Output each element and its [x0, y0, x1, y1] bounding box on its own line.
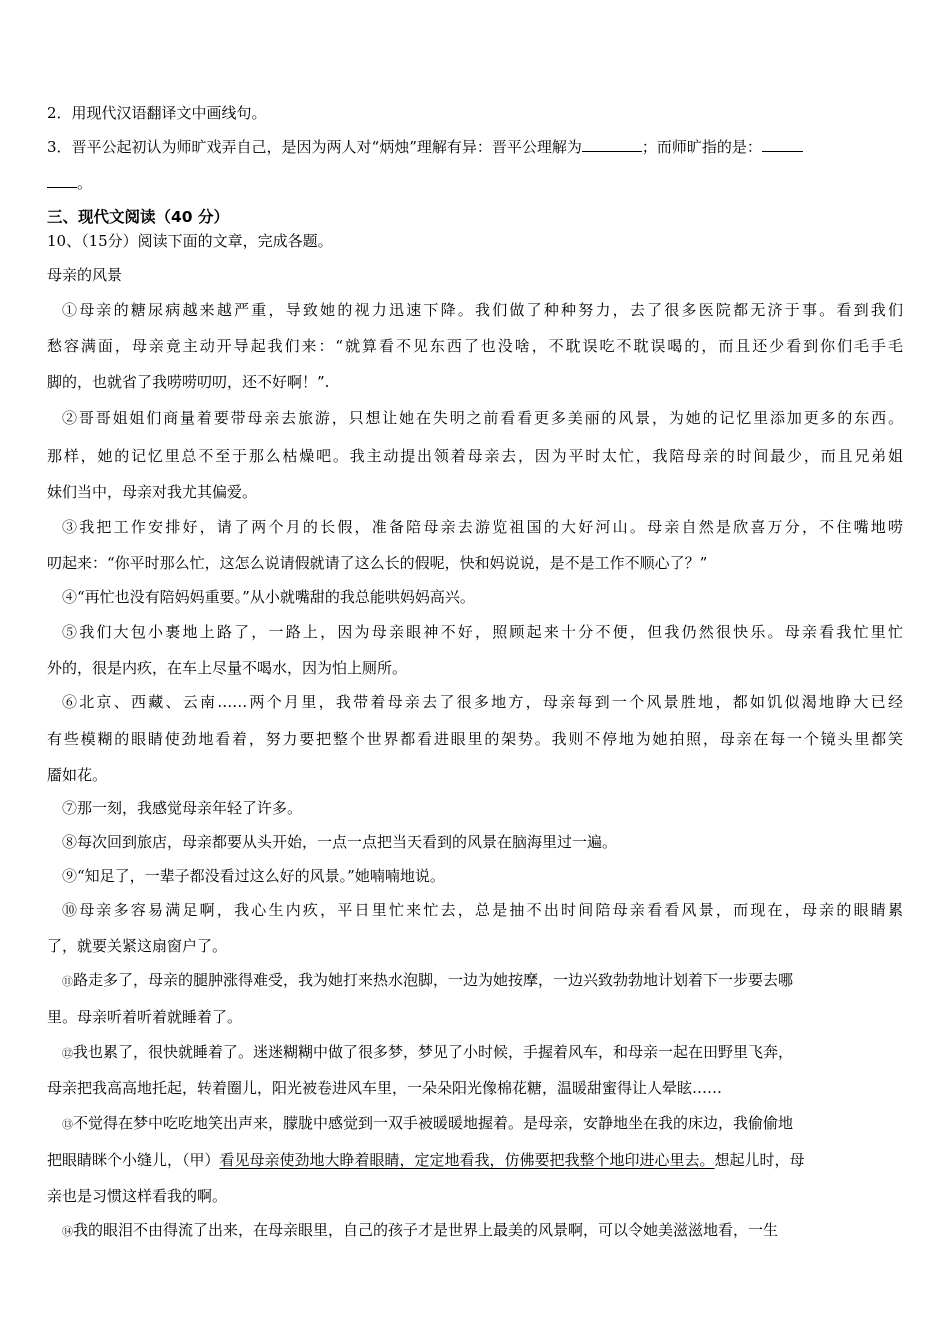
- paragraph-8-line-1: ⑧每次回到旅店，母亲都要从头开始，一点一点把当天看到的风景在脑海里过一遍。: [62, 833, 618, 851]
- paragraph-12-number: ⑫: [62, 1047, 73, 1060]
- paragraph-13-line-2-end: 想起儿时，母: [714, 1151, 805, 1169]
- paragraph-13-line-2-start: 把眼睛眯个小缝儿，（甲）: [47, 1151, 220, 1169]
- answer-blank-2-continued[interactable]: [47, 173, 77, 188]
- paragraph-10-line-1: ⑩母亲多容易满足啊，我心生内疚，平日里忙来忙去，总是抽不出时间陪母亲看看风景，而现在，母亲的眼睛累: [62, 901, 903, 919]
- question-3-end: 。: [77, 174, 93, 192]
- paragraph-2-line-2: 那样，她的记忆里总不至于那么枯燥吧。我主动提出领着母亲去，因为平时太忙，我陪母亲的时间最少，而且兄弟姐: [47, 447, 903, 465]
- paragraph-6-line-3: 靥如花。: [47, 766, 108, 784]
- paragraph-12-text: 我也累了，很快就睡着了。迷迷糊糊中做了很多梦，梦见了小时候，手握着风车，和母亲一起在田野里飞奔，: [73, 1043, 794, 1061]
- paragraph-11-text: 路走多了，母亲的腿肿涨得难受，我为她打来热水泡脚，一边为她按摩，一边兴致勃勃地计划着下一步要去哪: [73, 971, 794, 989]
- paragraph-9-line-1: ⑨“知足了，一辈子都没看过这么好的风景。”她喃喃地说。: [62, 867, 445, 885]
- question-3-continuation: [47, 173, 903, 193]
- paragraph-1-line-3: 脚的，也就省了我唠唠叨叨，还不好啊！”.: [47, 373, 330, 391]
- question-3-middle: ；而师旷指的是：: [641, 138, 762, 156]
- paragraph-13-text: 不觉得在梦中吃吃地笑出声来，朦胧中感觉到一双手被暖暖地握着。是母亲，安静地坐在我的床边，我偷偷地: [73, 1114, 794, 1132]
- document-page: [47, 0, 903, 1344]
- paragraph-6-line-2: 有些模糊的眼睛使劲地看着，努力要把整个世界都看进眼里的架势。我则不停地为她拍照，母亲在每一个镜头里都笑: [47, 730, 903, 748]
- paragraph-3-line-2: 叨起来：“你平时那么忙，这怎么说请假就请了这么长的假呢，快和妈说说，是不是工作不顺心了？”: [47, 554, 708, 572]
- paragraph-12-line-2: 母亲把我高高地托起，转着圈儿，阳光被卷进风车里，一朵朵阳光像棉花糖，温暖甜蜜得让人晕眩……: [47, 1079, 723, 1097]
- paragraph-14-line-1: [62, 1220, 903, 1242]
- paragraph-4-line-1: ④“再忙也没有陪妈妈重要。”从小就嘴甜的我总能哄妈妈高兴。: [62, 588, 475, 606]
- question-10-intro: 10、（15分）阅读下面的文章，完成各题。: [47, 232, 333, 250]
- paragraph-3-line-1: ③我把工作安排好，请了两个月的长假，准备陪母亲去游览祖国的大好河山。母亲自然是欣喜万分，不住嘴地唠: [62, 518, 903, 536]
- paragraph-11-line-1: [62, 970, 903, 992]
- section-title: 三、现代文阅读（40 分）: [47, 208, 229, 226]
- underlined-sentence-jia: 看见母亲使劲地大睁着眼睛，定定地看我，仿佛要把我整个地印进心里去。: [219, 1151, 715, 1169]
- paragraph-12-line-1: [62, 1042, 903, 1064]
- answer-blank-2[interactable]: [762, 137, 803, 152]
- answer-blank-1[interactable]: [582, 137, 642, 152]
- paragraph-13-line-2: [47, 1150, 903, 1170]
- article-title: 母亲的风景: [47, 266, 123, 284]
- paragraph-10-line-2: 了，就要关紧这扇窗户了。: [47, 937, 228, 955]
- question-2: 2．用现代汉语翻译文中画线句。: [47, 104, 267, 122]
- question-3: [47, 137, 903, 157]
- paragraph-6-line-1: ⑥北京、西藏、云南……两个月里，我带着母亲去了很多地方，母亲每到一个风景胜地，都如饥似渴地睁大已经: [62, 693, 903, 711]
- paragraph-14-text: 我的眼泪不由得流了出来，在母亲眼里，自己的孩子才是世界上最美的风景啊，可以令她美滋滋地看，一生: [73, 1221, 779, 1239]
- paragraph-5-line-1: ⑤我们大包小裹地上路了，一路上，因为母亲眼神不好，照顾起来十分不便，但我仍然很快乐。母亲看我忙里忙: [62, 623, 903, 641]
- paragraph-5-line-2: 外的，很是内疚，在车上尽量不喝水，因为怕上厕所。: [47, 659, 408, 677]
- paragraph-1-line-1: ①母亲的糖尿病越来越严重，导致她的视力迅速下降。我们做了种种努力，去了很多医院都无济于事。看到我们: [62, 301, 903, 319]
- paragraph-1-line-2: 愁容满面，母亲竟主动开导起我们来：“就算看不见东西了也没啥，不耽误吃不耽误喝的，而且还少看到你们毛手毛: [47, 337, 903, 355]
- paragraph-13-line-1: [62, 1113, 903, 1135]
- paragraph-2-line-3: 妹们当中，母亲对我尤其偏爱。: [47, 483, 258, 501]
- paragraph-11-line-2: 里。母亲听着听着就睡着了。: [47, 1008, 243, 1026]
- paragraph-14-number: ⑭: [62, 1225, 73, 1238]
- paragraph-11-number: ⑪: [62, 975, 73, 988]
- paragraph-2-line-1: ②哥哥姐姐们商量着要带母亲去旅游，只想让她在失明之前看看更多美丽的风景，为她的记忆里添加更多的东西。: [62, 409, 903, 427]
- paragraph-13-number: ⑬: [62, 1118, 73, 1131]
- question-3-prefix: 3．晋平公起初认为师旷戏弄自己，是因为两人对“炳烛”理解有异：晋平公理解为: [47, 138, 582, 156]
- paragraph-13-line-3: 亲也是习惯这样看我的啊。: [47, 1187, 228, 1205]
- paragraph-7-line-1: ⑦那一刻，我感觉母亲年轻了许多。: [62, 799, 303, 817]
